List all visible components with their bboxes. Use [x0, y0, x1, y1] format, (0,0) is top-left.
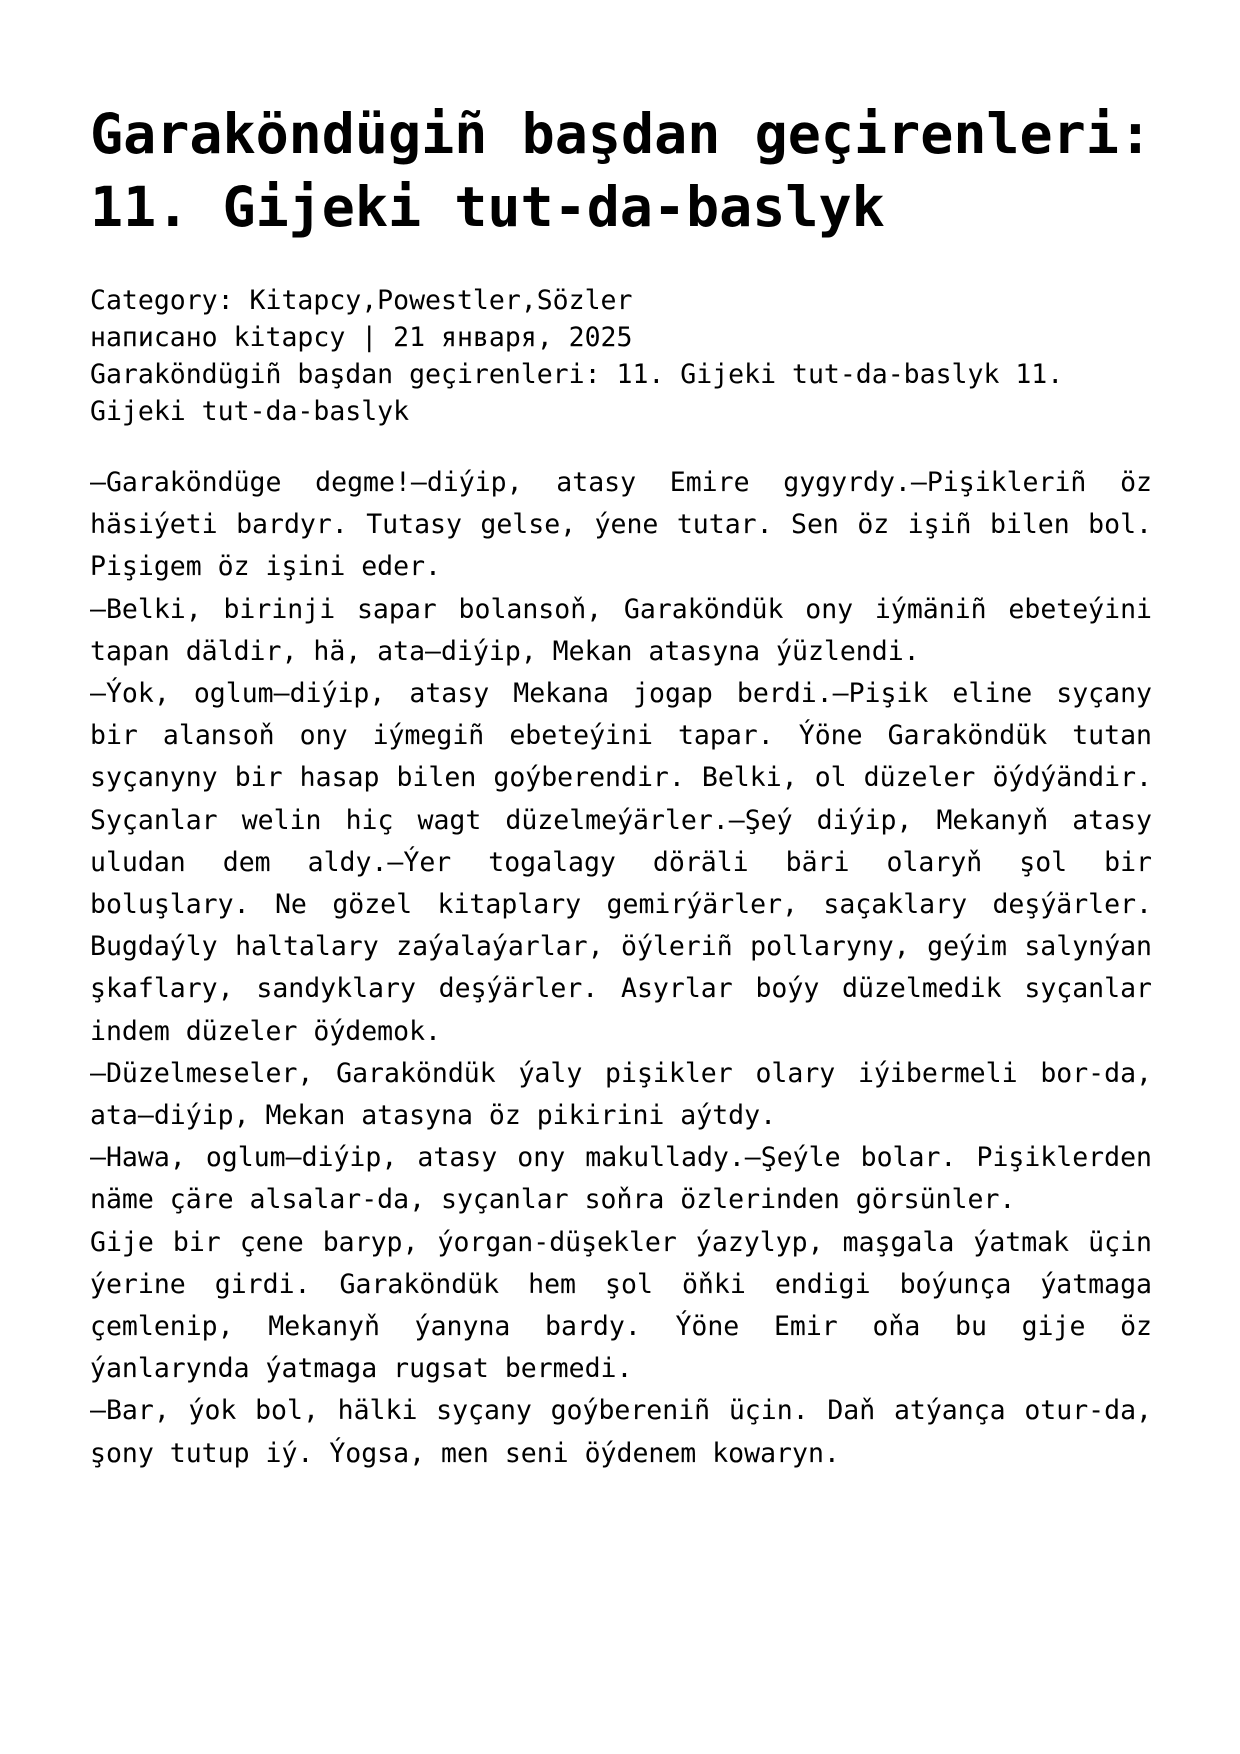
article-body	[90, 462, 1152, 1475]
paragraph: —Hawa, oglum—diýip, atasy ony makullady.—Şeýle bolar. Pişiklerden näme çäre alsalar-da, syçanlar soňra özlerinden görsünler.	[90, 1142, 1152, 1216]
paragraph: —Belki, birinji sapar bolansoň, Garaköndük ony iýmäniñ ebeteýini tapan däldir, hä, ata—diýip, Mekan atasyna ýüzlendi.	[90, 593, 1152, 667]
article-subtitle: Garaköndügiñ başdan geçirenleri: 11. Gijeki tut-da-baslyk 11. Gijeki tut-da-baslyk	[90, 359, 1064, 427]
paragraph: —Ýok, oglum—diýip, atasy Mekana jogap berdi.—Pişik eline syçany bir alansoň ony iýmegiñ ebeteýini tapar. Ýöne Garaköndük tutan syçanyny bir hasap bilen goýberendir. Belki, ol düzeler öýdýändir. Syçanlar welin hiç wagt düzelmeýärler.—Şeý diýip, Mekanyň atasy uludan dem aldy.—Ýer togalagy döräli bäri olaryň şol bir boluşlary. Ne gözel kitaplary gemirýärler, saçaklary deşýärler. Bugdaýly haltalary zaýalaýarlar, öýleriñ pollaryny, geýim salynýan şkaflary, sandyklary deşýärler. Asyrlar boýy düzelmedik syçanlar indem düzeler öýdemok.	[90, 678, 1152, 1047]
document-page	[90, 98, 1152, 1475]
category-line: Category: Kitapcy,Powestler,Sözler	[90, 285, 633, 316]
byline: написано kitapcy | 21 января, 2025	[90, 322, 633, 353]
paragraph: —Garaköndüge degme!—diýip, atasy Emire gygyrdy.—Pişikleriñ öz häsiýeti bardyr. Tutasy gelse, ýene tutar. Sen öz işiñ bilen bol. Pişigem öz işini eder.	[90, 467, 1152, 583]
paragraph: —Bar, ýok bol, hälki syçany goýbereniñ üçin. Daň atýança otur-da, şony tutup iý. Ýogsa, men seni öýdenem kowaryn.	[90, 1395, 1152, 1469]
article-meta	[90, 282, 1152, 430]
paragraph: Gije bir çene baryp, ýorgan-düşekler ýazylyp, maşgala ýatmak üçin ýerine girdi. Garaköndük hem şol öňki endigi boýunça ýatmaga çemlenip, Mekanyň ýanyna bardy. Ýöne Emir oňa bu gije öz ýanlarynda ýatmaga rugsat bermedi.	[90, 1226, 1152, 1385]
article-title: Garaköndügiñ başdan geçirenleri: 11. Gijeki tut-da-baslyk	[90, 102, 1152, 239]
paragraph: —Düzelmeseler, Garaköndük ýaly pişikler olary iýibermeli bor-da, ata—diýip, Mekan atasyna öz pikirini aýtdy.	[90, 1057, 1152, 1132]
